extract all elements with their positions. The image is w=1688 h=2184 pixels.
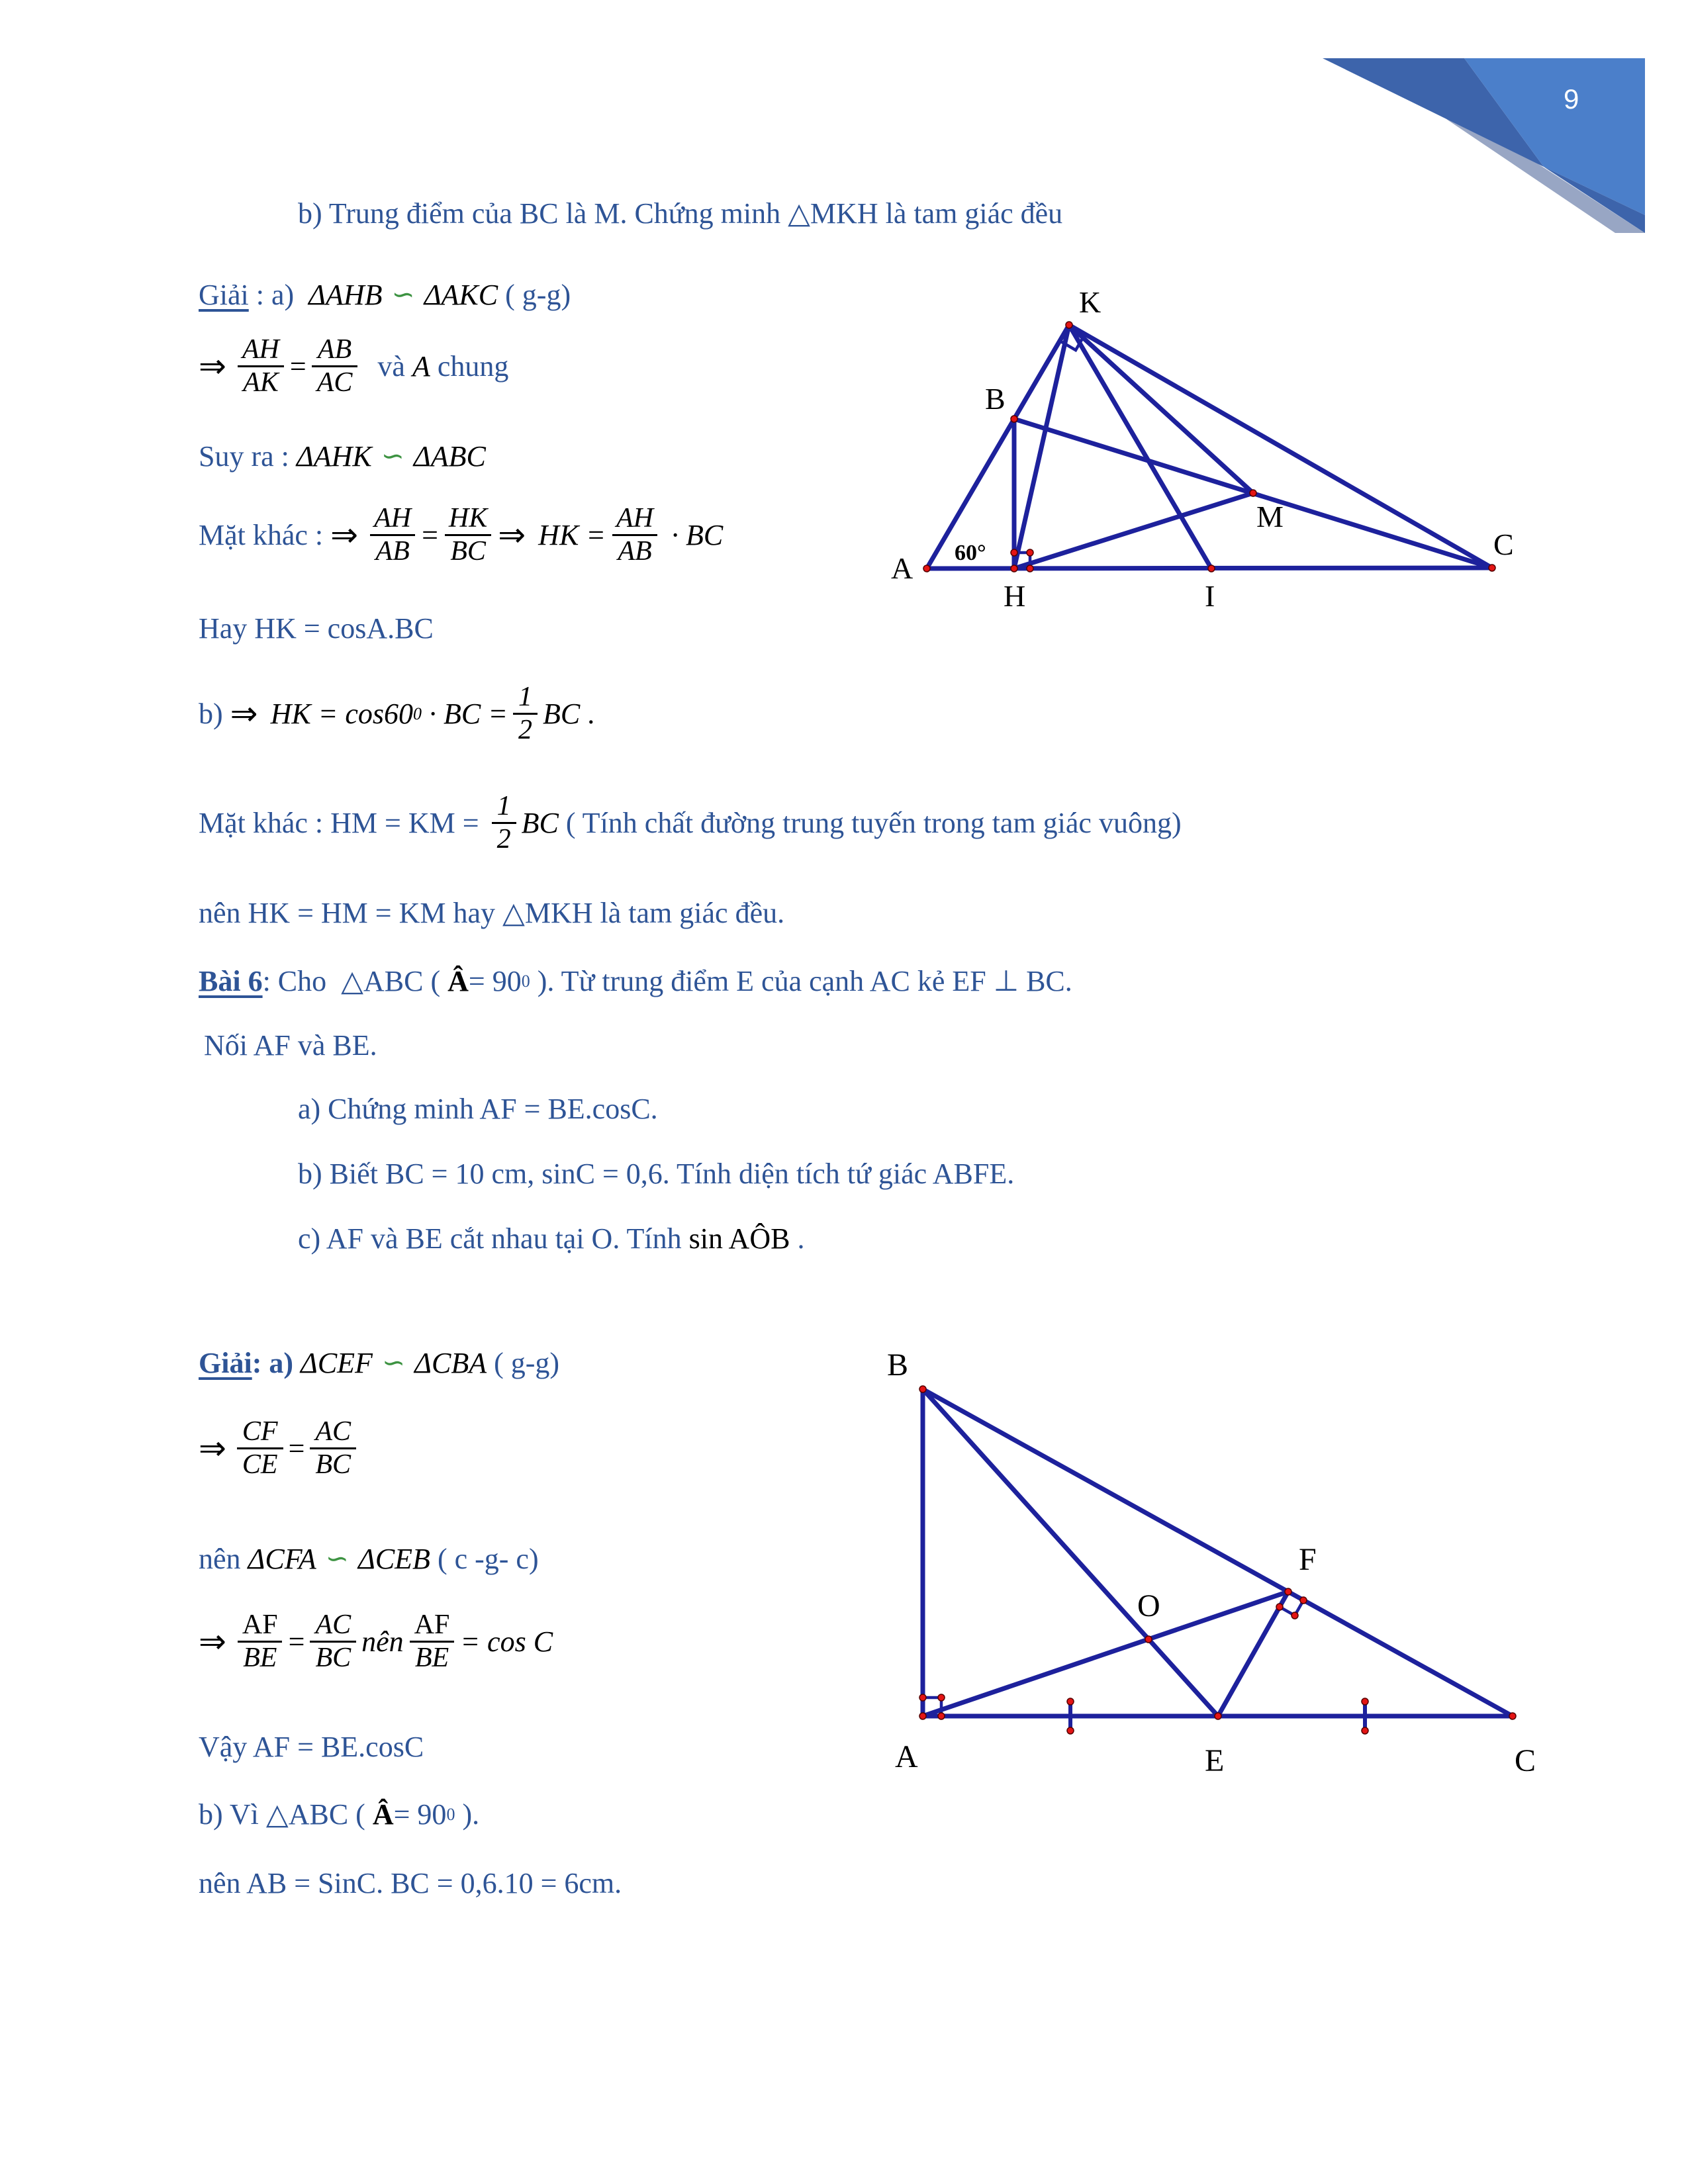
A-common: A [412,350,430,383]
frac-num: 1 [518,682,532,712]
diagram-triangle-ABC [861,1337,1556,1787]
point-K-dot [1066,322,1072,328]
segment-AK [927,325,1069,569]
point-H-dot [1011,565,1017,572]
fraction-AF-BE [237,1610,283,1674]
label-O: O [1137,1588,1160,1623]
frac-den: 2 [492,822,516,855]
label-B: B [985,382,1006,416]
bai-6-label: Bài 6 [199,965,263,997]
triangle-CFA: ΔCFA [248,1543,316,1575]
diagram2-labels [887,1347,1536,1778]
item-c-period: . [790,1222,805,1255]
tick-dot [1067,1727,1074,1734]
vay-af-text: Vậy AF = BE.cosC [199,1731,424,1763]
implies-icon: ⇒ [498,516,526,555]
gg-note: ( g-g) [498,279,571,311]
nen-ab-text: nên AB = SinC. BC = 0,6.10 = 6cm. [199,1867,622,1899]
triangle-ABC: ΔABC [413,440,486,473]
label-H: H [1004,579,1026,613]
similar-icon: ∽ [381,1346,406,1379]
chung-text: chung [430,350,509,383]
diagram1-lines [927,325,1492,569]
equals-sign: = [289,350,306,383]
frac-num: AF [414,1610,450,1640]
label-M: M [1256,500,1284,533]
triangle-CBA: ΔCBA [414,1347,487,1379]
diagram1-right-angle-marks [1014,334,1085,569]
bai-6-mid: : Cho △ABC ( [262,965,448,997]
point-dot [1300,1597,1307,1604]
triangle-AHB: ΔAHB [308,279,383,311]
deg-90-2: = 90 [393,1798,447,1831]
frac-num: CF [242,1416,278,1447]
frac-num: HK [448,503,488,533]
mat-khac-line-1 [199,503,723,567]
equals-sign: = [288,1625,305,1659]
nen-label: nên [199,1543,248,1575]
point-M-dot [1250,490,1256,496]
diagram2-lines [923,1389,1513,1716]
segment-AF [923,1592,1288,1716]
fraction-one-half [513,682,538,746]
point-E-dot [1215,1713,1221,1719]
nen-hk-text: nên HK = HM = KM hay △MKH là tam giác đều. [199,897,785,929]
nen-ab-line [199,1865,622,1901]
fraction-AC-BC-2 [310,1610,356,1674]
cdot-BC: · BC [664,519,724,552]
similar-icon: ∽ [391,278,415,311]
fraction-AB-AC [312,334,358,398]
frac-num: 1 [496,791,511,821]
diagram1-point-dots [923,322,1495,572]
frac-den: BC [310,1641,356,1674]
suy-ra-label: Suy ra : [199,440,297,473]
giai2-label: Giải [199,1347,252,1379]
equals-sign: = [288,1432,305,1465]
corner-decoration [1291,0,1688,304]
dot-bc-eq: · BC = [422,698,508,731]
item-c-text: c) AF và BE cắt nhau tại O. Tính [298,1222,689,1255]
segment-BC [923,1389,1513,1716]
label-I: I [1205,579,1215,613]
point-O-dot [1145,1636,1152,1643]
diagram-triangle-AKC [880,285,1516,615]
label-A: A [895,1739,918,1774]
frac-num: AH [242,334,279,365]
similar-icon: ∽ [381,439,404,473]
mat-khac-label: Mặt khác : [199,519,331,552]
point-A-dot [919,1713,926,1719]
part-b2-main: b) Vì △ABC ( [199,1798,373,1831]
bai-6-line: Bài 6 : Cho △ABC ( Â = 90 0 ). Từ trung điểm E của cạnh AC kẻ EF ⊥ BC. [199,963,1072,999]
fraction-AH-AB-2 [611,503,659,567]
implies-icon: ⇒ [230,694,258,733]
sin-AOB-math: sin AÔB [688,1222,790,1255]
tick-dot [1067,1698,1074,1705]
A-hat: Â [447,965,469,997]
period: . [580,698,595,731]
label-angle-60: 60° [955,541,986,565]
part-b-calc-line: b) ⇒ HK = cos60 0 · BC = $\frac{1}{2}$ BC . [199,682,595,746]
noi-af-line [204,1027,377,1064]
hay-hk-line [199,610,434,647]
label-K: K [1079,285,1102,319]
triangle-CEB: ΔCEB [358,1543,430,1575]
frac-num: AH [616,503,653,533]
gg-note-2: ( g-g) [487,1347,560,1379]
item-a-text: a) Chứng minh AF = BE.cosC. [298,1093,658,1125]
implies-icon: ⇒ [199,1429,226,1468]
frac-num: AB [317,334,352,365]
point-I-dot [1208,565,1215,572]
implies-icon: ⇒ [199,1622,226,1661]
implies-icon: ⇒ [199,347,226,386]
part-b-label: b) [199,698,230,731]
triangle-AKC: ΔAKC [424,279,498,311]
tick-dot [1362,1727,1368,1734]
implies-icon: ⇒ [330,516,359,555]
HK-equals: HK = [531,519,606,552]
point-dot [938,1713,945,1719]
label-C: C [1515,1743,1536,1778]
frac-num: AF [242,1610,278,1640]
statement-b-text: b) Trung điểm của BC là M. Chứng minh △MKH là tam giác đều [298,197,1063,230]
point-dot [1027,565,1033,572]
fraction-AH-AK [237,334,285,398]
frac-den: AC [312,365,358,398]
nen-cfa-line [199,1541,539,1577]
frac-num: AC [315,1416,352,1447]
va-text: và [363,350,412,383]
A-hat: Â [372,1798,394,1831]
noi-af-text: Nối AF và BE. [204,1029,377,1062]
similar-icon: ∽ [325,1542,349,1575]
fraction-AC-BC [310,1416,356,1480]
item-c-line [298,1220,804,1257]
ratio-line-2 [199,1416,361,1480]
bc-text: BC [521,807,559,840]
item-a-line [298,1091,658,1127]
nen-italic: nên [361,1625,404,1659]
label-E: E [1205,1743,1225,1778]
fraction-HK-BC [444,503,492,567]
suy-ra-line [199,438,486,475]
frac-den: AB [370,534,414,567]
statement-b-line [298,195,1062,232]
frac-den: AK [238,365,284,398]
segment-KH [1014,325,1069,569]
item-b-line [298,1156,1014,1192]
point-dot [1011,549,1017,556]
hk-cos60: HK = cos60 [263,698,414,731]
point-dot [1027,549,1033,556]
triangle-AHK: ΔAHK [296,440,372,473]
tick-dot [1362,1698,1368,1705]
triangle-CEF: ΔCEF [301,1347,373,1379]
frac-den: BE [410,1641,454,1674]
segment-KM [1069,325,1253,493]
label-C: C [1493,527,1514,561]
mat-khac-line-2 [199,791,1182,855]
part-b2-line: b) Vì △ABC ( Â = 90 0 ). [199,1796,479,1833]
frac-den: BC [310,1447,356,1480]
cgc-note: ( c -g- c) [430,1543,539,1575]
frac-den: AB [612,534,657,567]
fraction-AH-AB [369,503,416,567]
label-B: B [887,1347,909,1383]
mat-khac-hm-label: Mặt khác : HM = KM = [199,807,487,840]
fraction-one-half-2 [492,791,516,855]
label-A: A [891,551,914,585]
ratio-line-1 [199,334,508,398]
frac-den: BC [445,534,491,567]
frac-den: BE [238,1641,282,1674]
bc-text: BC [542,698,581,731]
point-F-dot [1285,1588,1291,1595]
giai-rest: : a) [248,279,309,311]
label-F: F [1299,1542,1317,1577]
solution1-header-line [199,277,571,313]
segment-KI [1069,325,1211,569]
solution2-header-line [199,1345,559,1381]
segment-HM [1014,493,1253,569]
point-C-dot [1489,565,1495,571]
item-b-text: b) Biết BC = 10 cm, sinC = 0,6. Tính diện tích tứ giác ABFE. [298,1158,1015,1190]
point-C-dot [1509,1713,1516,1719]
deg-90: = 90 [468,965,522,997]
point-dot [919,1694,926,1701]
bai-6-tail: ). Từ trung điểm E của cạnh AC kẻ EF ⊥ BC. [530,965,1072,997]
nen-hk-line [199,895,784,931]
point-B-dot [1011,416,1017,422]
ratio-line-3 [199,1610,553,1674]
hay-hk-text: Hay HK = cosA.BC [199,612,434,645]
point-dot [938,1694,945,1701]
frac-num: AH [374,503,412,533]
giai2-colon: : a) [252,1347,301,1379]
point-B-dot [919,1386,926,1392]
median-property-note: ( Tính chất đường trung tuyến trong tam giác vuông) [558,807,1182,840]
page-number: 9 [1564,83,1579,114]
point-dot [1276,1604,1283,1610]
equals-sign: = [422,519,438,552]
giai-label: Giải [199,279,249,311]
fraction-CF-CE [237,1416,283,1480]
frac-den: 2 [513,713,538,746]
part-b2-tail: ). [455,1798,480,1831]
equals-cosC: = cos C [460,1625,553,1659]
point-dot [1291,1612,1298,1619]
frac-num: AC [315,1610,352,1640]
frac-den: CE [237,1447,283,1480]
vay-af-line [199,1729,424,1765]
point-A-dot [923,565,930,572]
fraction-AF-BE-2 [409,1610,455,1674]
